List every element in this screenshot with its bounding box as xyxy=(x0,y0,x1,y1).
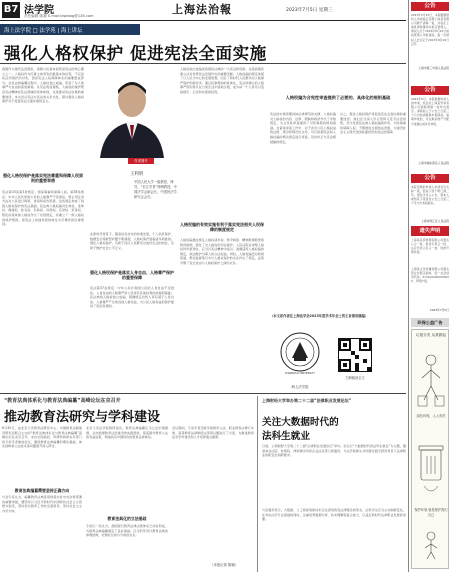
bottom-right-kicker: 上海财经大学举办第二十二届“法律职业发展论坛” xyxy=(262,398,352,403)
section-name: 法学院 xyxy=(24,5,54,16)
paper-name: 上海法治報 xyxy=(172,3,232,16)
lead-subheading-1: 强化人格权保护是落实宪法尊重和保障人权原则的重要举措 xyxy=(3,173,83,183)
masthead xyxy=(0,0,450,22)
lost-notice-text-2: 上海某文化传播有限公司遗失营业执照正副本，统一社会信用代码：9131000000000000，声明作废。 xyxy=(411,267,449,284)
ad-caption-1: 绿色环保，人人有责 xyxy=(416,414,446,418)
notice-1-sign: 上海市第三中级人民法院 xyxy=(418,66,449,70)
qr-code-icon xyxy=(339,339,371,371)
notice-2-sign: 上海市浦东新区人民法院 xyxy=(418,161,449,165)
bottom-left-subheading-1: 教育法典编纂需要坚持正确方向 xyxy=(14,488,70,493)
child-figure-icon xyxy=(421,530,441,560)
lead-subheading-3: 人格权编为合宪性审查提供了必要的、具体化的规则基础 xyxy=(285,95,391,100)
lost-notice-sign: 2023年7月5日 xyxy=(429,308,449,312)
bottom-left-byline: （本报记者 陈颖） xyxy=(210,563,239,567)
lost-notice-text: 上海某投资管理有限公司遗失公章一枚、财务专用章一枚、法定代表人私章一枚，特此声明作废。 xyxy=(411,238,449,255)
lost-notice-title: 遗失声明 xyxy=(411,226,449,236)
public-ad xyxy=(411,329,449,569)
ad-caption-2: 保护环境 就是保护我们自己 xyxy=(414,508,448,517)
lead-title: 强化人格权保护 促进宪法全面实施 xyxy=(4,44,267,63)
bottom-right-col2: 与会嘉宾表示，大数据、人工智能等新技术正在深刻改变法律服务的形态，法科学生应当主动拥抱变化，在夯实法学专业基础的同时，注重培养数据分析、技术理解等复合能力，以适应新时代法律职业发展的需要。 xyxy=(262,508,406,522)
lead-title-rule xyxy=(0,63,406,64)
notice-3-title: 公告 xyxy=(411,174,449,183)
logo-text: SHANGHAI UNIVERSITY xyxy=(284,372,316,375)
bottom-divider xyxy=(257,396,258,572)
masthead-rule xyxy=(0,20,406,21)
editor-line: 责任编辑 陈颖 E-mail:lawblog@126.com xyxy=(24,14,94,18)
lead-col1-text-2: 宪法第33条第3款规定：国家尊重和保障人权。第38条规定：中华人民共和国公民的人格尊严不受侵犯。禁止用任何方法对公民进行侮辱、诽谤和诬告陷害。这些规定构成了我国人格权保护的宪法基础。民法典人格权编对生命权、身体权、健康权、姓名权、名称权、肖像权、名誉权、荣誉权、隐私权等具体人格权作出了系统规定，并确立了一般人格权的保护规则，使宪法上的抽象原则转化为可操作的民事规则。 xyxy=(2,190,84,227)
lead-col2-text-2: 宪法第37条规定：中华人民共和国公民的人身自由不受侵犯。人身自由和人格尊严是公民享有其他权利的前提和基础。民法典将人格权独立成编，明确规定自然人享有基于人身自由、人格尊严产生的其他人格权益，为公民人格权益的保护提供了兜底性规则。 xyxy=(90,286,174,309)
bottom-right-col1: 日前，上海财经大学第二十二届“法律职业发展论坛”举办。论坛以“大数据时代的法科生就业”为主题，邀请来自法院、检察院、律师事务所和企业法务部门的嘉宾，与法学院师生共同探讨数字经济背景下法律职业的新变化和新要求。 xyxy=(262,444,406,458)
date-line: 2023年7月5日 星期三 xyxy=(286,8,333,13)
lead-col2-text: 在新时代背景下，随着信息技术的快速发展，个人信息保护、数据安全等新型问题不断涌现，人格权保护面临诸多新挑战。强化人格权保护，有助于回应人民群众对美好生活的向往，有助于维护社会公平正义。 xyxy=(90,232,174,250)
qr-code[interactable] xyxy=(338,338,372,372)
lead-subheading-2: 强化人格权保护是落实人身自由、人格尊严保护的重要保障 xyxy=(90,270,174,280)
logo-caption: 海上法学院 xyxy=(291,385,309,389)
lead-source-note: （本文系作者在上海法学会2023年度学术年会上的主旨演讲摘编） xyxy=(270,314,369,318)
bottom-left-col1b: 与会专家认为，编纂教育法典是贯彻落实党中央决策部署的重要举措，要坚持以习近平新时代中国特色社会主义思想为指导，坚持党对教育工作的全面领导，坚持社会主义办学方向。 xyxy=(2,495,82,513)
sidebar xyxy=(408,0,450,572)
author-tag: 作者简介 xyxy=(128,158,154,164)
trash-bin-icon xyxy=(418,440,444,500)
lead-subheading-4: 人格权编的有效实施有利于落实宪法相关人权保障的制度规定 xyxy=(180,222,264,232)
bottom-left-col2: 北京大学法学院教授指出，教育法典编纂应当立足中国国情，总结我国教育法治建设的实践经验，借鉴国外教育立法的有益成果，构建具有中国特色的教育法律体系。 xyxy=(86,426,168,440)
bottom-left-title: 推动教育法研究与学科建设 xyxy=(4,410,161,425)
public-ad-title: 环保公益广告 xyxy=(411,318,449,327)
university-logo xyxy=(270,330,330,382)
bottom-right-title-2: 法科生就业 xyxy=(262,431,310,442)
author-bio: 中国人民大学一级教授、博导，“长江学者”特聘教授，中国法学会副会长、中国民法学研究会会长。 xyxy=(134,180,177,199)
bottom-left-subheading-2: 教育法典化的立法基础 xyxy=(107,516,147,521)
notice-1-title: 公告 xyxy=(411,2,449,11)
notice-2-text: 2023年6月，本院根据申请人的申请，依法对上海某贸易有限公司强制清算一案作出裁定。请债权人于公告之日起三十日内向清算组申报债权，逾期申报的，可在剩余财产分配方案确认前补充申报。 xyxy=(411,97,449,126)
notice-1-text: 2023年5月25日，本院根据债权人申请裁定受理上海某有限公司破产清算一案，并指定上海某律师事务所担任管理人。债权人应于2023年8月10日前向管理人申报债权。第一次债权人会议定于2023年8月20日召开。 xyxy=(411,13,449,46)
section-number: B7 xyxy=(2,2,20,18)
lead-col3-text: 人格权独立成编是我国民法典的一大亮点和创新，也是我国民事立法对世界民法发展作出的重要贡献。人格权编的规定体现了以人民为中心的发展思想，回应了新时代人民群众对人格尊严保护的新需求。通过民事规则的具体化，宪法所确立的人格尊严原则得以在日常生活中落地生根，成为每一个公民可以直接援引、主张和实现的权利。 xyxy=(180,67,264,94)
bottom-left-col1: 6月30日，由北京大学教育法研究中心、中国教育法制建设研究会联合主办的“教育法典体系化与教育法典编纂”高峰论坛在北京召开。来自全国高校、科研机构和实务部门的专家学者参加会议，围绕教育法典编纂的理论基础、体系结构和立法技术等问题展开深入研讨。 xyxy=(2,426,82,449)
bottom-left-col2b: 专家们一致认为，我国现行教育法律法规体系已初步形成，为教育法典编纂奠定了良好基础。应当科学设计教育法典的体例结构，处理好总则与分则的关系。 xyxy=(86,524,168,538)
photo-caption: 王利明 xyxy=(130,172,144,177)
notice-3-sign: 上海市徐汇区人民法院 xyxy=(421,219,449,223)
recycling-figure-icon xyxy=(416,352,446,408)
qr-label: 扫码阅读全文 xyxy=(345,376,365,380)
author-portrait-icon xyxy=(90,70,174,158)
bottom-left-kicker: “教育法典体系化与教育法典编纂”高峰论坛在京召开 xyxy=(4,398,121,404)
bottom-right-title-1: 关注大数据时代的 xyxy=(262,417,339,428)
lead-col3-text-2: 宪法的实施需要具体法律规范的支撑。人格权编对人格权的内容、边界、限制和救济作出了详细规定，为合宪性审查提供了可资参照的规则基础。在备案审查工作中，对于涉及公民人格权益的法规、规章和规范性文件，可以依据宪法和人格权编的相关规定进行审查，及时纠正与宪法相抵触的规定。 xyxy=(270,112,336,144)
notice-2-title: 公告 xyxy=(411,86,449,95)
lead-col4-text: 人格权编通过规定人格权请求权、禁令制度、精神损害赔偿等救济措施，强化了对人格权的司法保护。人民法院在审理人格权纠纷案件时，应当以宪法精神为指引，准确适用人格权编的规定，依法维护当事人的合法权益。同时，人格权编还对新闻报道、舆论监督等行为与人格权保护的关系作出了规定，妥善平衡了表达自由与人格权保护之间的关系。 xyxy=(180,238,264,265)
lead-col1-text: 我国作为现代法治国家，保障公民基本权利是宪法的核心要义之一。人格权作为民事主体享有的最基本的权利，不仅是民法所保护的对象，更是宪法人权保障体系的重要组成部分。在民法典编纂过程中，人格权独立成编，彰显了对人的尊严与自由的高度重视。从宪法角度观察，人格权的保护既是宪法精神在私法领域的具体体现，也是推动宪法实施的重要途径。本文试从宪法与民法的关系出发，探讨强化人格权保护对于促进宪法全面实施的意义。 xyxy=(2,67,84,104)
ad-slogan: 垃圾分类 从我做起 xyxy=(416,333,446,337)
bottom-left-col3: 会议期间，专家学者还就学前教育立法、职业教育法修订实施、高等教育法律制度完善等议题进行了交流，为推进教育法学学科建设和人才培养建言献策。 xyxy=(172,426,254,440)
lead-bottom-rule xyxy=(0,393,406,394)
lead-col5-text: 总之，强化人格权保护是促进宪法全面实施的重要途径。我们应当深入学习贯彻习近平法治思想，充分发挥民法典人格权编的作用，切实尊重和保障人权，不断推进全面依法治国，为建设社会主义现代化国家提供坚实的法治保障。 xyxy=(340,112,406,135)
author-photo xyxy=(90,70,174,158)
lead-kicker: 海上法学院 □ 法学苑 | 海上讲坛 xyxy=(4,28,83,34)
notice-3-text: 本院受理的申请人申请宣告失踪一案，经查下落不明已满二年。现发出寻人公告，望本人或知其下落者自公告之日起三个月内与本院联系。 xyxy=(411,185,449,206)
